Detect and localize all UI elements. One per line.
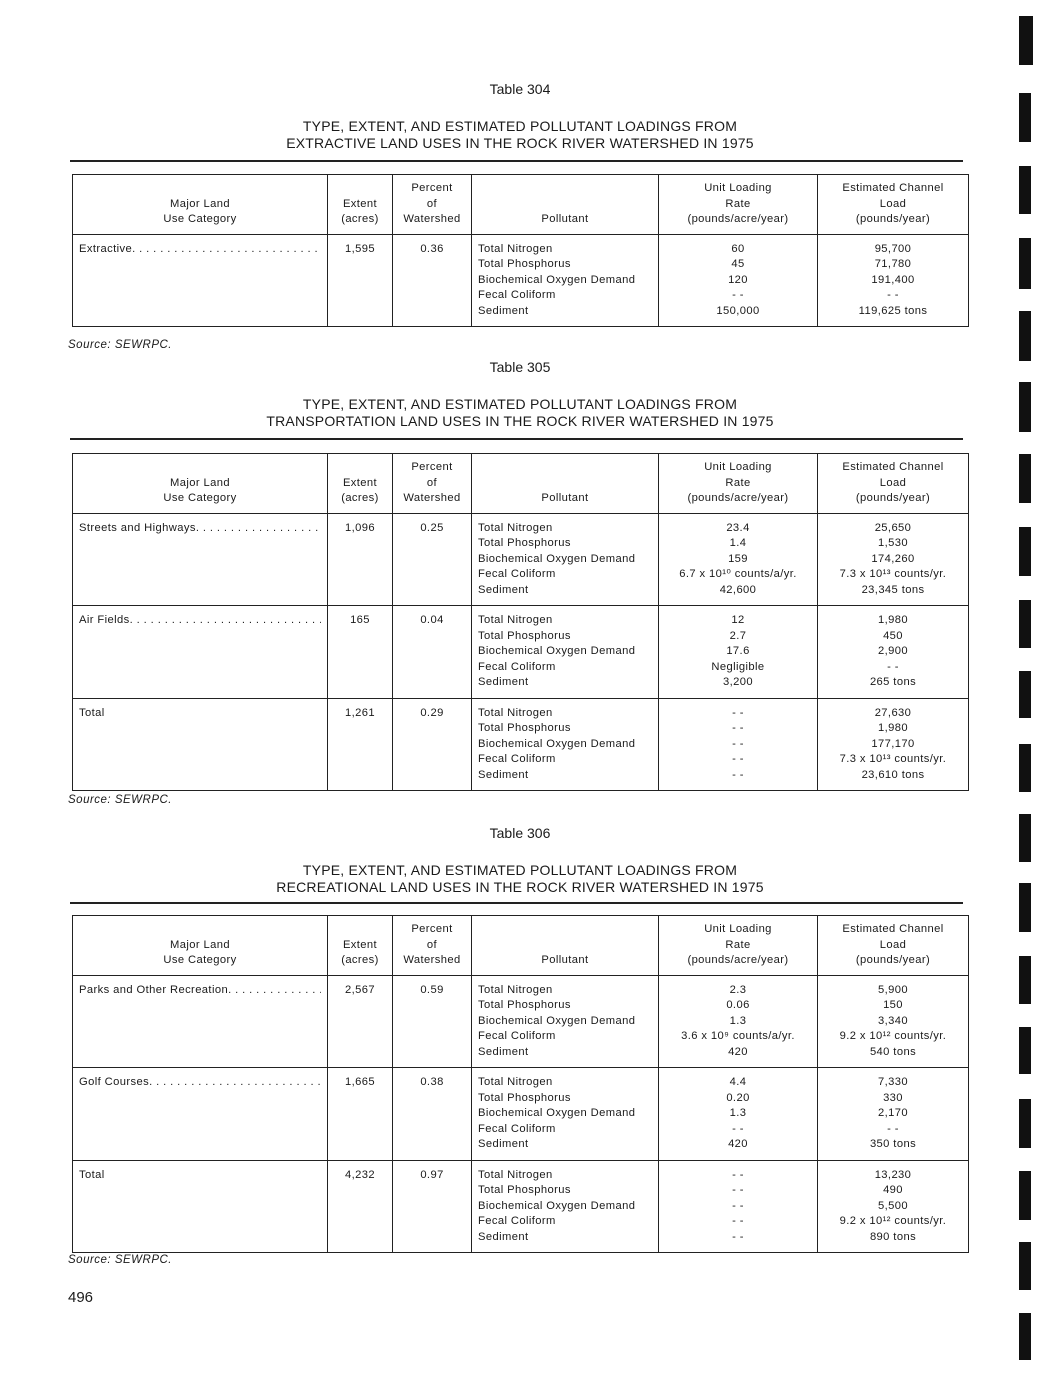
header-line: of [426, 938, 438, 951]
load-line: 265 tons [869, 676, 917, 688]
pollutant-line: Sediment [478, 1045, 529, 1058]
category-cell [73, 1068, 328, 1161]
pollutant-line: Biochemical Oxygen Demand [478, 1199, 636, 1212]
table-title [70, 396, 970, 430]
pollutant-line: Total Nitrogen [478, 706, 553, 719]
table-body [73, 975, 969, 1253]
rate-line: 150,000 [716, 304, 760, 317]
dot-leader [228, 983, 321, 999]
category-name: Extractive [79, 242, 133, 255]
table-row [73, 1068, 969, 1161]
header-line: Estimated Channel [842, 461, 944, 473]
pollutant-line: Fecal Coliform [478, 753, 556, 765]
registration-mark [1019, 1242, 1031, 1290]
rate-line: - - [732, 1184, 744, 1196]
percent-cell: 0.38 [393, 1068, 472, 1161]
registration-mark [1019, 93, 1031, 142]
load-line: 1,530 [878, 537, 908, 549]
rate-line: 120 [728, 273, 748, 286]
pollutant-cell [472, 234, 659, 327]
table-row [73, 698, 969, 791]
load-line: 23,610 tons [861, 768, 925, 781]
pollutant-line: Sediment [478, 1230, 529, 1243]
rate-line: - - [732, 1122, 744, 1135]
load-line: 9.2 x 10¹² counts/yr. [839, 1215, 947, 1227]
pollutant-line: Sediment [478, 1138, 529, 1150]
rate-line: - - [732, 706, 744, 719]
category-name: Streets and Highways [79, 521, 196, 534]
rate-cell [659, 513, 818, 606]
header-line: (pounds/acre/year) [687, 492, 789, 504]
load-line: 5,500 [878, 1199, 908, 1212]
pollutant-line: Total Phosphorus [478, 1184, 571, 1196]
table-number: Table 305 [489, 359, 551, 375]
registration-mark [1019, 527, 1031, 576]
column-header-category [73, 454, 328, 514]
pollutant-cell [472, 606, 659, 699]
margin-registration-marks [1019, 0, 1039, 1379]
header-line: (pounds/acre/year) [687, 954, 789, 966]
pollutant-line: Sediment [478, 583, 529, 596]
table-number: Table 304 [489, 81, 551, 97]
load-line: 177,170 [871, 737, 915, 750]
rate-line: 3.6 x 10⁹ counts/a/yr. [681, 1030, 795, 1042]
pollutant-line: Total Phosphorus [478, 629, 571, 642]
table-row [73, 234, 969, 327]
header-line: (pounds/year) [855, 213, 931, 225]
load-line: 350 tons [869, 1138, 917, 1150]
pollutant-line: Fecal Coliform [478, 1030, 556, 1042]
header-line: Use Category [163, 492, 237, 504]
header-line: Use Category [163, 213, 237, 225]
pollutant-line: Total Phosphorus [478, 1091, 571, 1104]
load-line: 3,340 [878, 1014, 908, 1027]
header-line: Major Land [170, 476, 230, 489]
category-label [79, 521, 321, 537]
extent-cell: 1,665 [328, 1068, 393, 1161]
pollutant-line: Total Phosphorus [478, 258, 571, 270]
header-line: Extent [342, 476, 378, 489]
page-number: 496 [68, 1289, 94, 1306]
header-line: Estimated Channel [842, 923, 944, 935]
rate-line: - - [732, 1230, 744, 1243]
load-line: 7.3 x 10¹³ counts/yr. [839, 568, 947, 580]
extent-cell: 4,232 [328, 1160, 393, 1253]
load-line: 9.2 x 10¹² counts/yr. [839, 1030, 947, 1042]
percent-cell: 0.29 [393, 698, 472, 791]
category-name: Air Fields [79, 614, 130, 626]
column-header-load [818, 916, 969, 976]
header-line: (acres) [341, 492, 379, 504]
category-label [79, 613, 321, 629]
load-line: 23,345 tons [861, 583, 925, 596]
rate-line: - - [732, 722, 744, 734]
registration-mark [1019, 238, 1031, 289]
load-line: 540 tons [869, 1045, 917, 1058]
registration-mark [1019, 1313, 1031, 1360]
pollutant-cell [472, 1160, 659, 1253]
rate-line: 2.7 [729, 629, 747, 642]
percent-cell: 0.97 [393, 1160, 472, 1253]
registration-mark [1019, 814, 1031, 862]
rate-line: - - [732, 753, 744, 765]
load-line: 174,260 [871, 552, 915, 565]
table-title-line1: TYPE, EXTENT, AND ESTIMATED POLLUTANT LOADINGS FROM [302, 396, 738, 412]
load-cell [818, 1160, 969, 1253]
table-title-line1: TYPE, EXTENT, AND ESTIMATED POLLUTANT LOADINGS FROM [302, 862, 738, 878]
table-title-line2: EXTRACTIVE LAND USES IN THE ROCK RIVER WATERSHED IN 1975 [286, 135, 754, 151]
header-line: Percent [411, 461, 453, 473]
header-row [73, 916, 969, 976]
pollutant-line: Total Nitrogen [478, 242, 553, 255]
load-line: - - [887, 660, 899, 673]
pollutant-line: Biochemical Oxygen Demand [478, 1014, 636, 1027]
column-header-rate [659, 916, 818, 976]
rate-line: 4.4 [729, 1076, 747, 1088]
extent-cell: 165 [328, 606, 393, 699]
load-line: 2,900 [878, 645, 908, 657]
load-line: 2,170 [878, 1107, 908, 1119]
table-row [73, 513, 969, 606]
dot-leader [196, 521, 321, 537]
load-line: 25,650 [874, 521, 912, 534]
table-header [73, 175, 969, 235]
data-table [72, 915, 969, 1253]
load-line: 150 [883, 999, 903, 1011]
table-header [73, 916, 969, 976]
rate-line: 3,200 [723, 676, 753, 688]
column-header-pollutant [472, 454, 659, 514]
rate-cell [659, 1068, 818, 1161]
extent-cell: 2,567 [328, 975, 393, 1068]
dot-leader [130, 613, 321, 629]
load-line: 71,780 [874, 258, 912, 270]
header-line: Unit Loading [704, 182, 772, 194]
pollutant-line: Biochemical Oxygen Demand [478, 737, 636, 750]
rate-line: - - [732, 1199, 744, 1212]
rate-line: 12 [731, 614, 745, 626]
rate-line: 17.6 [726, 645, 750, 657]
load-line: 27,630 [874, 706, 912, 719]
category-name: Parks and Other Recreation [79, 983, 229, 996]
column-header-extent [328, 916, 393, 976]
rate-cell [659, 606, 818, 699]
load-line: 1,980 [878, 614, 908, 626]
table-row [73, 1160, 969, 1253]
percent-cell: 0.25 [393, 513, 472, 606]
rate-line: 1.3 [729, 1107, 747, 1119]
pollutant-line: Biochemical Oxygen Demand [478, 273, 636, 286]
pollutant-cell [472, 975, 659, 1068]
percent-cell: 0.36 [393, 234, 472, 327]
table-row [73, 606, 969, 699]
load-line: - - [887, 289, 899, 301]
header-line: Pollutant [541, 213, 589, 225]
pollutant-cell [472, 1068, 659, 1161]
load-cell [818, 1068, 969, 1161]
registration-mark [1019, 311, 1031, 361]
load-cell [818, 234, 969, 327]
header-line: Major Land [170, 938, 230, 951]
pollutant-line: Total Nitrogen [478, 983, 553, 996]
table-header [73, 454, 969, 514]
title-rule [70, 902, 963, 904]
category-label: Total [79, 706, 105, 719]
header-line: Percent [411, 923, 453, 935]
column-header-percent [393, 175, 472, 235]
registration-mark [1019, 16, 1033, 65]
rate-line: 420 [728, 1138, 748, 1150]
data-table [72, 453, 969, 791]
category-name: Golf Courses [79, 1076, 150, 1088]
header-line: Load [879, 476, 907, 489]
category-label: Total [79, 1168, 105, 1181]
header-line: Unit Loading [704, 461, 772, 473]
table-row [73, 975, 969, 1068]
registration-mark [1019, 1099, 1031, 1148]
column-header-load [818, 454, 969, 514]
column-header-pollutant [472, 916, 659, 976]
rate-line: 6.7 x 10¹⁰ counts/a/yr. [679, 568, 797, 580]
dot-leader [149, 1075, 321, 1091]
pollutant-line: Total Nitrogen [478, 614, 553, 626]
pollutant-line: Biochemical Oxygen Demand [478, 645, 636, 657]
extent-cell: 1,261 [328, 698, 393, 791]
category-label [79, 242, 321, 258]
header-line: Major Land [170, 197, 230, 210]
header-line: Use Category [163, 954, 237, 966]
pollutant-line: Fecal Coliform [478, 568, 556, 580]
load-line: - - [887, 1122, 899, 1135]
rate-cell [659, 234, 818, 327]
percent-cell: 0.59 [393, 975, 472, 1068]
column-header-pollutant [472, 175, 659, 235]
rate-line: - - [732, 1168, 744, 1181]
header-line: Extent [342, 197, 378, 210]
title-rule [70, 160, 963, 162]
source-note: Source: SEWRPC. [68, 794, 172, 806]
pollutant-line: Fecal Coliform [478, 660, 556, 673]
load-cell [818, 975, 969, 1068]
registration-mark [1019, 956, 1031, 1004]
column-header-extent [328, 454, 393, 514]
pollutant-line: Sediment [478, 676, 529, 688]
pollutant-line: Total Nitrogen [478, 1168, 553, 1181]
table-title-line2: TRANSPORTATION LAND USES IN THE ROCK RIVER WATERSHED IN 1975 [266, 413, 774, 429]
rate-line: 45 [731, 258, 745, 270]
registration-mark [1019, 1027, 1031, 1074]
rate-line: - - [732, 768, 744, 781]
pollutant-cell [472, 698, 659, 791]
category-label [79, 983, 321, 999]
header-line: Rate [725, 197, 751, 210]
header-line: Load [879, 197, 907, 210]
header-line: of [426, 476, 438, 489]
header-line: Watershed [403, 492, 461, 504]
header-row [73, 454, 969, 514]
rate-line: 0.20 [726, 1091, 750, 1104]
title-rule [70, 438, 963, 440]
rate-line: 2.3 [729, 983, 747, 996]
header-line: (pounds/acre/year) [687, 213, 789, 225]
table-body [73, 513, 969, 791]
registration-mark [1019, 1171, 1031, 1220]
registration-mark [1019, 883, 1031, 932]
column-header-rate [659, 454, 818, 514]
load-line: 7,330 [878, 1076, 908, 1088]
registration-mark [1019, 600, 1031, 648]
pollutant-line: Total Nitrogen [478, 1076, 553, 1088]
percent-cell: 0.04 [393, 606, 472, 699]
rate-line: Negligible [711, 660, 765, 673]
column-header-percent [393, 454, 472, 514]
rate-line: 42,600 [719, 583, 757, 596]
source-note: Source: SEWRPC. [68, 339, 172, 351]
table-title-line2: RECREATIONAL LAND USES IN THE ROCK RIVER WATERSHED IN 1975 [276, 879, 764, 895]
header-line: Pollutant [541, 954, 589, 966]
column-header-rate [659, 175, 818, 235]
header-line: Estimated Channel [842, 182, 944, 194]
pollutant-line: Fecal Coliform [478, 1122, 556, 1135]
registration-mark [1019, 454, 1031, 503]
pollutant-line: Sediment [478, 304, 529, 317]
header-line: (pounds/year) [855, 492, 931, 504]
load-line: 191,400 [871, 273, 915, 286]
header-line: Watershed [403, 954, 461, 966]
rate-line: 23.4 [726, 521, 750, 534]
column-header-percent [393, 916, 472, 976]
category-cell [73, 606, 328, 699]
rate-line: 159 [728, 552, 748, 565]
pollutant-line: Fecal Coliform [478, 1215, 556, 1227]
load-line: 1,980 [878, 722, 908, 734]
rate-line: 420 [728, 1045, 748, 1058]
source-note: Source: SEWRPC. [68, 1254, 172, 1266]
header-line: Watershed [403, 213, 461, 225]
load-cell [818, 513, 969, 606]
header-row [73, 175, 969, 235]
table-title [70, 862, 970, 896]
category-cell [73, 234, 328, 327]
column-header-extent [328, 175, 393, 235]
header-line: Unit Loading [704, 923, 772, 935]
rate-line: 60 [731, 242, 745, 255]
rate-line: 0.06 [726, 999, 750, 1011]
header-line: Extent [342, 938, 378, 951]
category-cell [73, 513, 328, 606]
header-line: (acres) [341, 213, 379, 225]
header-line: Percent [411, 182, 453, 194]
pollutant-line: Total Phosphorus [478, 722, 571, 734]
rate-line: - - [732, 1215, 744, 1227]
header-line: of [426, 197, 438, 210]
extent-cell: 1,096 [328, 513, 393, 606]
column-header-load [818, 175, 969, 235]
load-cell [818, 606, 969, 699]
header-line: (acres) [341, 954, 379, 966]
rate-line: - - [732, 289, 744, 301]
rate-cell [659, 1160, 818, 1253]
column-header-category [73, 175, 328, 235]
load-line: 890 tons [869, 1230, 917, 1243]
load-line: 330 [883, 1091, 903, 1104]
extent-cell: 1,595 [328, 234, 393, 327]
pollutant-line: Sediment [478, 768, 529, 781]
pollutant-line: Fecal Coliform [478, 289, 556, 301]
pollutant-line: Total Nitrogen [478, 521, 553, 534]
column-header-category [73, 916, 328, 976]
load-line: 490 [883, 1184, 903, 1196]
category-cell [73, 698, 328, 791]
header-line: Rate [725, 476, 751, 489]
load-line: 5,900 [878, 983, 908, 996]
table-number: Table 306 [489, 825, 551, 841]
pollutant-cell [472, 513, 659, 606]
pollutant-line: Total Phosphorus [478, 537, 571, 549]
rate-cell [659, 975, 818, 1068]
rate-cell [659, 698, 818, 791]
header-line: Load [879, 938, 907, 951]
rate-line: - - [732, 737, 744, 750]
header-line: (pounds/year) [855, 954, 931, 966]
header-line: Pollutant [541, 492, 589, 504]
header-line: Rate [725, 938, 751, 951]
registration-mark [1019, 166, 1031, 214]
category-cell [73, 975, 328, 1068]
load-cell [818, 698, 969, 791]
table-title-line1: TYPE, EXTENT, AND ESTIMATED POLLUTANT LOADINGS FROM [302, 118, 738, 134]
category-cell [73, 1160, 328, 1253]
category-label [79, 1075, 321, 1091]
load-line: 119,625 tons [858, 304, 928, 317]
registration-mark [1019, 744, 1031, 792]
table-body [73, 234, 969, 327]
pollutant-line: Total Phosphorus [478, 999, 571, 1011]
pollutant-line: Biochemical Oxygen Demand [478, 552, 636, 565]
pollutant-line: Biochemical Oxygen Demand [478, 1107, 636, 1119]
registration-mark [1019, 382, 1031, 432]
rate-line: 1.4 [729, 537, 747, 549]
table-title [70, 118, 970, 152]
data-table [72, 174, 969, 327]
dot-leader [132, 242, 321, 258]
load-line: 95,700 [874, 242, 912, 255]
load-line: 13,230 [874, 1168, 912, 1181]
load-line: 450 [883, 629, 903, 642]
rate-line: 1.3 [729, 1014, 747, 1027]
registration-mark [1019, 671, 1031, 718]
load-line: 7.3 x 10¹³ counts/yr. [839, 753, 947, 765]
